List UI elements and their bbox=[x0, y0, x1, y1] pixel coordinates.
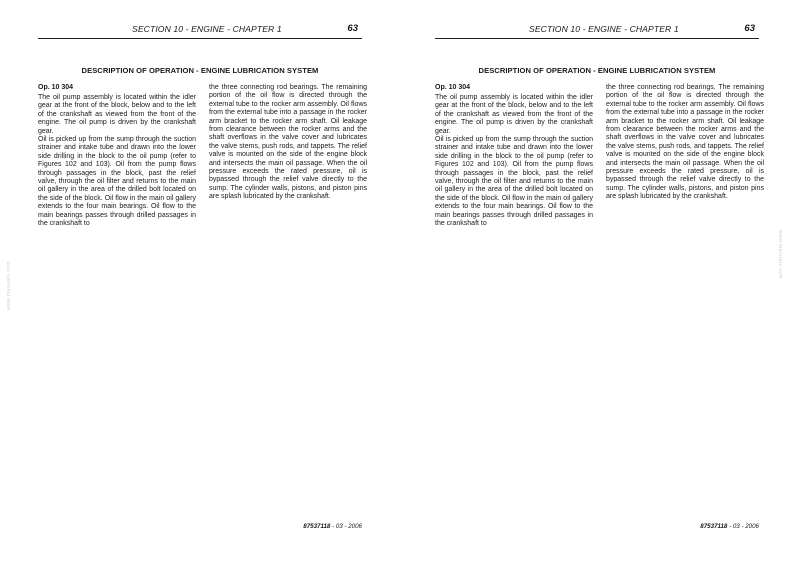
paragraph-2: Oil is picked up from the sump through the suction strainer and intake tube and drawn into the lower side drilling in the block to the oil pump (refer to Figures 102 and 103). Oil from the pump flows through passages in the block, past the relief valve, through the oil filter and returns to the main oil gallery in the area of the drilled bolt located on the side of the block. Oil flow in the main oil gallery extends to the four main bearings. Oil flow to the main bearings passes through drilled passages in the crankshaft to bbox=[38, 135, 196, 227]
section-title: SECTION 10 - ENGINE - CHAPTER 1 bbox=[529, 24, 679, 34]
paragraph-1: The oil pump assembly is located within the idler gear at the front of the block, below and to the left of the crankshaft as viewed from the front of the engine. The oil pump is driven by the crankshaft gear. bbox=[435, 93, 593, 135]
paragraph-2: Oil is picked up from the sump through the suction strainer and intake tube and drawn into the lower side drilling in the block to the oil pump (refer to Figures 102 and 103). Oil from the pump flows through passages in the block, past the relief valve, through the oil filter and returns to the main oil gallery in the area of the drilled bolt located on the side of the block. Oil flow in the main oil gallery extends to the four main bearings. Oil flow to the main bearings passes through drilled passages in the crankshaft to bbox=[435, 135, 593, 227]
page-header bbox=[435, 24, 759, 39]
paragraph-3: the three connecting rod bearings. The remaining portion of the oil flow is directed through the external tube to the rocker arm assembly. Oil flows from the external tube into a passage in the rocker arm bracket to the rocker arm shaft. Oil leakage from clearance between the rocker arms and the shaft overflows in the valve cover and lubricates the valve stems, push rods, and tappets. The relief valve is mounted on the side of the engine block and intersects the main oil passage. When the oil pressure exceeds the rated pressure, oil is bypassed through the relief valve directly to the sump. The cylinder walls, pistons, and piston pins are splash lubricated by the crankshaft. bbox=[606, 84, 764, 201]
document-date: - 03 - 2006 bbox=[727, 523, 759, 530]
operation-label: Op. 10 304 bbox=[435, 84, 471, 91]
text-column-2 bbox=[209, 84, 367, 202]
watermark-right: www.manuals.com bbox=[777, 230, 783, 280]
watermark-left: www.manuals.com bbox=[6, 260, 12, 310]
document-title: DESCRIPTION OF OPERATION - ENGINE LUBRICATION SYSTEM bbox=[478, 66, 716, 75]
section-title: SECTION 10 - ENGINE - CHAPTER 1 bbox=[132, 24, 282, 34]
document-date: - 03 - 2006 bbox=[330, 523, 362, 530]
page-number: 63 bbox=[744, 23, 755, 34]
page-header bbox=[38, 24, 362, 39]
operation-label: Op. 10 304 bbox=[38, 84, 74, 91]
paragraph-1: The oil pump assembly is located within the idler gear at the front of the block, below and to the left of the crankshaft as viewed from the front of the engine. The oil pump is driven by the crankshaft gear. bbox=[38, 93, 196, 135]
document-code: 87537118 bbox=[303, 523, 331, 530]
text-column-2 bbox=[606, 84, 764, 202]
right-page bbox=[397, 0, 794, 561]
document-title: DESCRIPTION OF OPERATION - ENGINE LUBRICATION SYSTEM bbox=[81, 66, 319, 75]
page-number: 63 bbox=[347, 23, 358, 34]
text-column-1 bbox=[435, 84, 593, 228]
document-code: 87537118 bbox=[700, 523, 728, 530]
text-column-1 bbox=[38, 84, 196, 228]
page-footer bbox=[435, 523, 759, 530]
page-footer bbox=[38, 523, 362, 530]
paragraph-3: the three connecting rod bearings. The remaining portion of the oil flow is directed through the external tube to the rocker arm assembly. Oil flows from the external tube into a passage in the rocker arm bracket to the rocker arm shaft. Oil leakage from clearance between the rocker arms and the shaft overflows in the valve cover and lubricates the valve stems, push rods, and tappets. The relief valve is mounted on the side of the engine block and intersects the main oil passage. When the oil pressure exceeds the rated pressure, oil is bypassed through the relief valve directly to the sump. The cylinder walls, pistons, and piston pins are splash lubricated by the crankshaft. bbox=[209, 84, 367, 201]
